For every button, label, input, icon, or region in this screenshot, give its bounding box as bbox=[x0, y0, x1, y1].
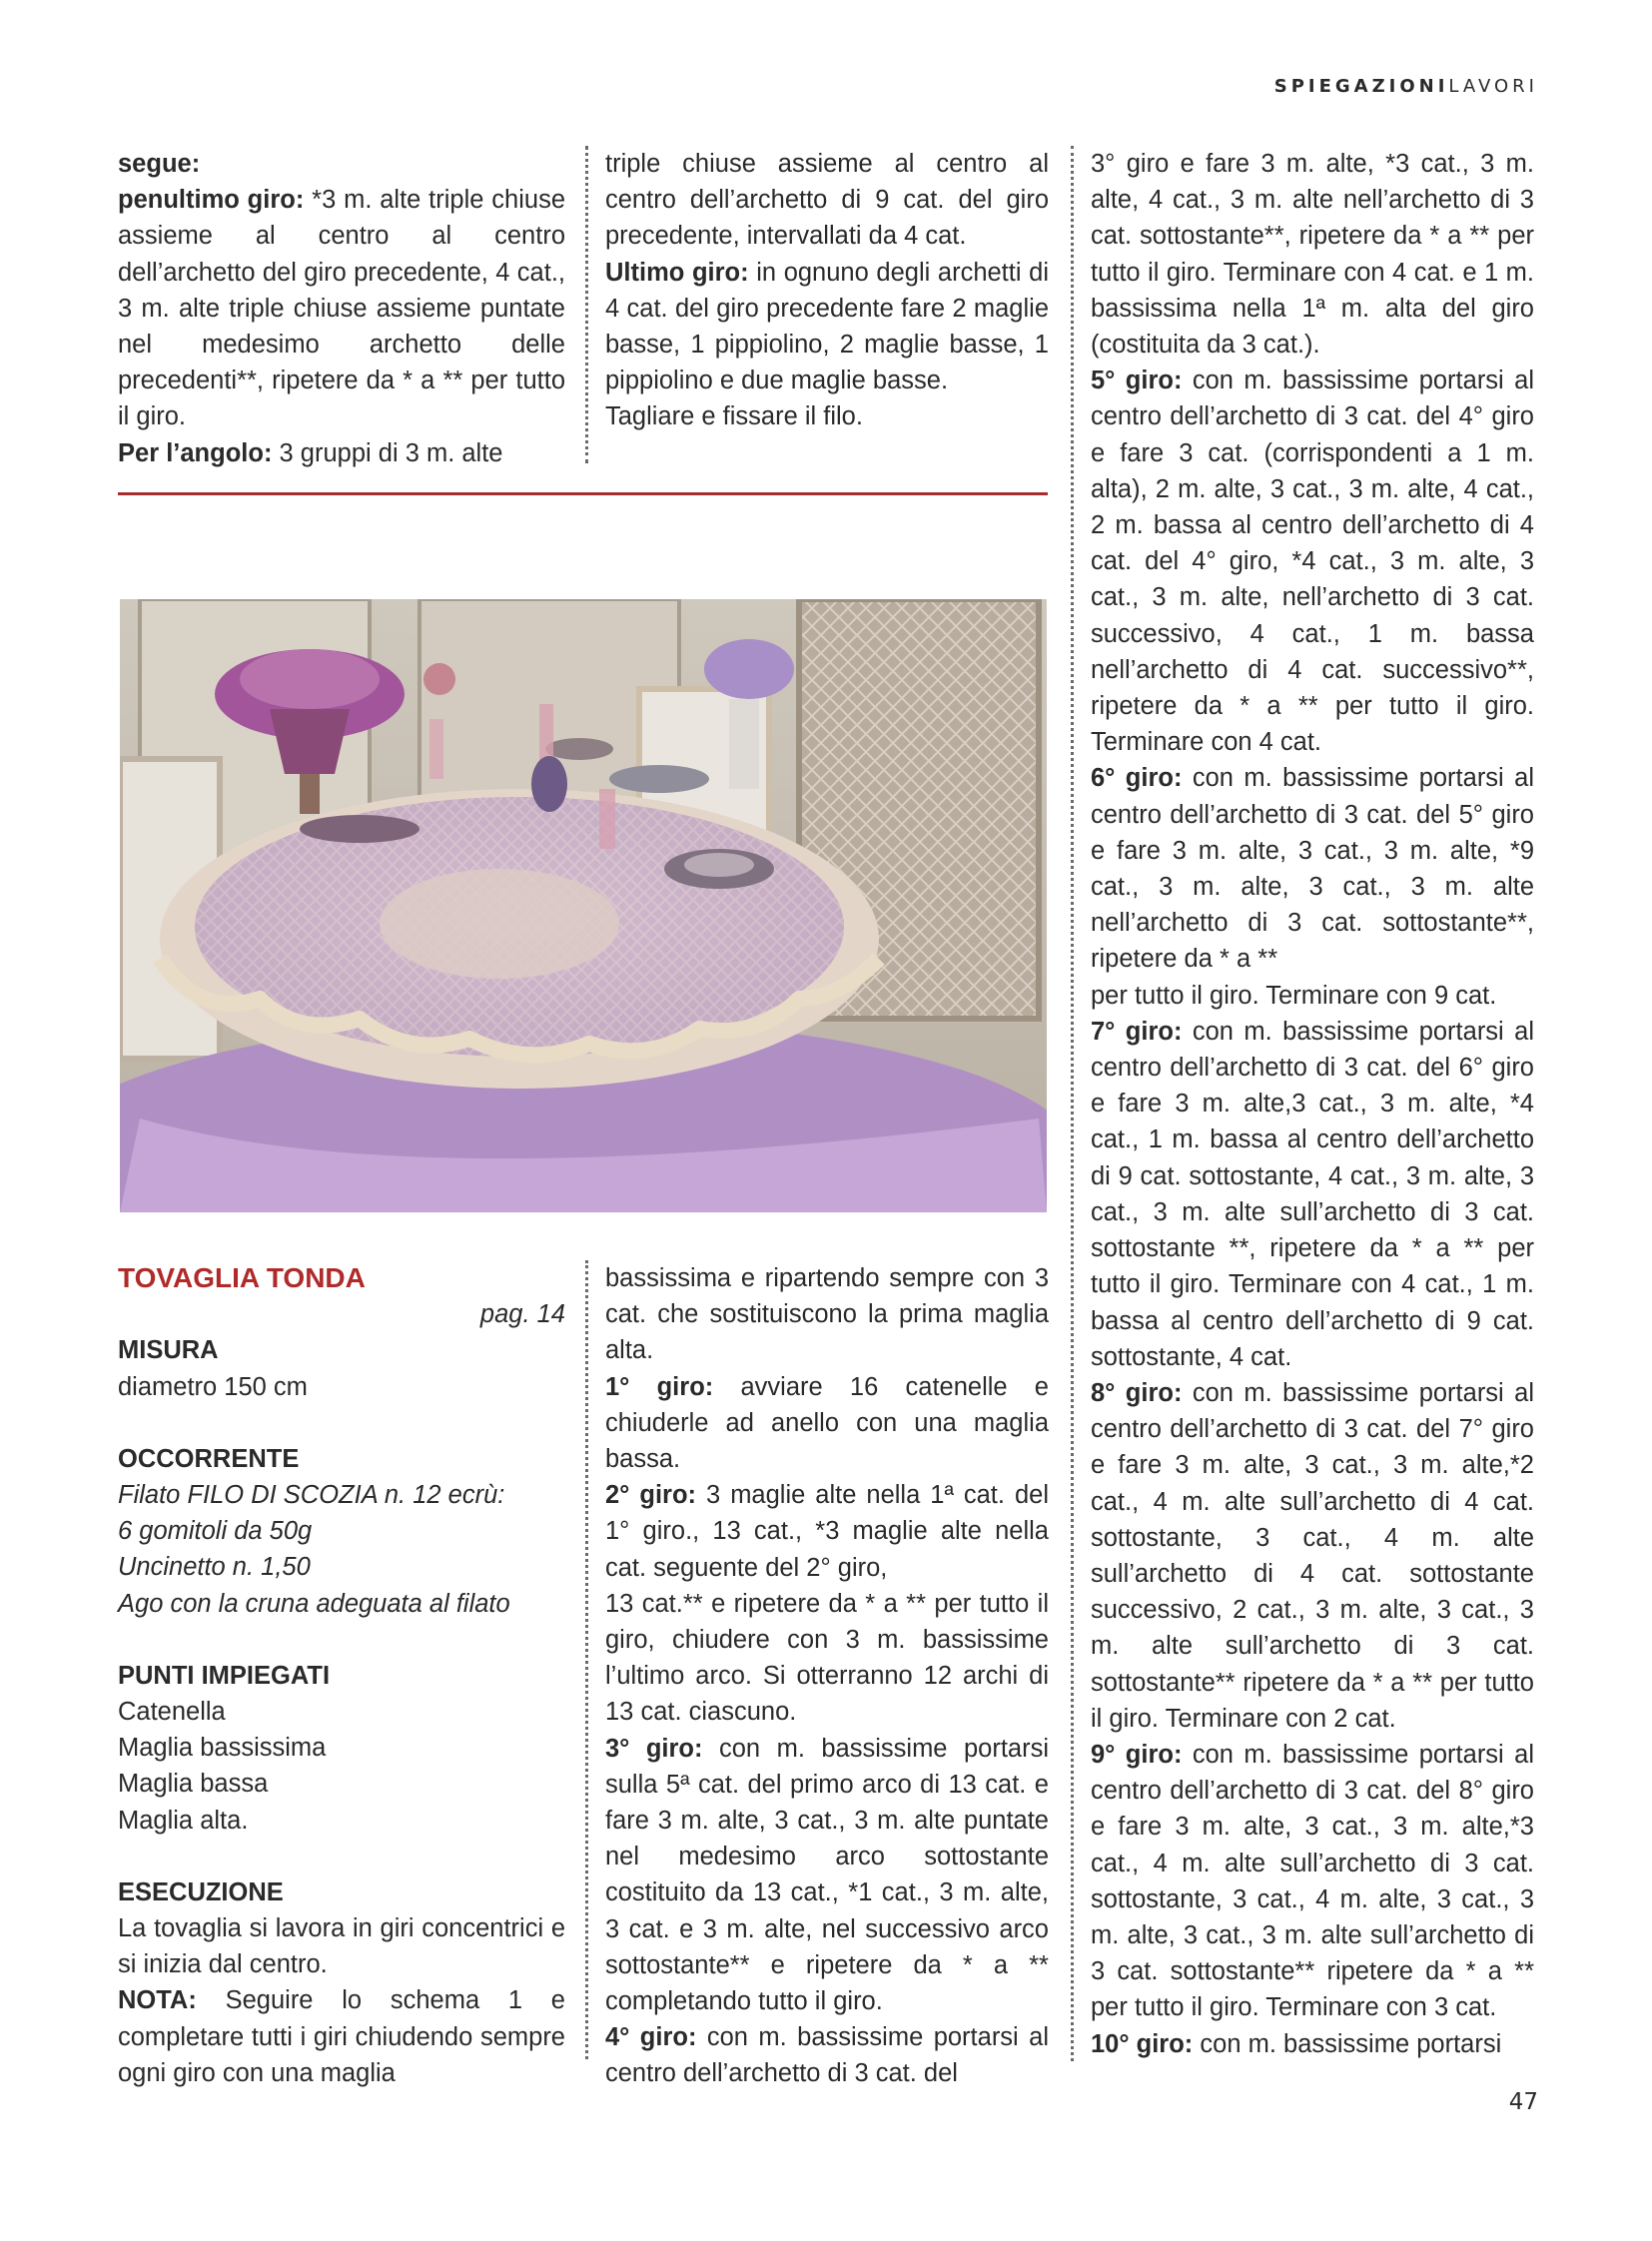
giro-1-label: 1° giro: bbox=[605, 1372, 714, 1401]
right-intro: 3° giro e fare 3 m. alte, *3 cat., 3 m. alte, 4 cat., 3 m. alte nell’archetto di 3 cat. sottostante**, ripetere da * a ** per tutto il giro. Terminare con 4 cat. e 1 m. bassissima nella 1ª m. alta del giro (costituita da 3 cat.). bbox=[1091, 150, 1534, 360]
tablecloth-illustration bbox=[120, 599, 1047, 1212]
middle-column bbox=[605, 1260, 1049, 2092]
occorrente-item: Uncinetto n. 1,50 bbox=[118, 1553, 311, 1582]
nota-paragraph bbox=[118, 1982, 565, 2091]
punti-item: Maglia alta. bbox=[118, 1806, 249, 1835]
misura-value: diametro 150 cm bbox=[118, 1372, 308, 1401]
giro-8-text: con m. bassissime portarsi al centro dell’archetto di 3 cat. del 7° giro e fare 3 m. alte, 3 cat., 3 m. alte,*2 cat., 4 m. alte sull’archetto di 4 cat. sottostante, 3 cat., 4 m. alte sull’archetto di 4 cat. sottostante successivo, 2 cat., 3 m. alte, 3 cat., 3 m. alte sull’archetto di 3 cat. sottostante** ripetere da * a ** per tutto il giro. Terminare con 2 cat. bbox=[1091, 1378, 1534, 1733]
column-divider-top-1 bbox=[585, 146, 588, 463]
giro-9-text: con m. bassissime portarsi al centro dell’archetto di 3 cat. del 8° giro e fare 3 m. alte, 3 cat., 3 m. alte,*3 cat., 4 m. alte sull’archetto di 3 cat. sottostante, 3 cat., 4 m. alte, 3 cat., 3 m. alte, 3 cat., 3 m. alte sull’archetto di 3 cat. sottostante** ripetere da * a ** per tutto il giro. Terminare con 3 cat. bbox=[1091, 1740, 1534, 2022]
giro-9-paragraph bbox=[1091, 1737, 1534, 2026]
occorrente-item: Filato FILO DI SCOZIA n. 12 ecrù: bbox=[118, 1481, 505, 1510]
section-header bbox=[1274, 76, 1538, 97]
giro-7-label: 7° giro: bbox=[1091, 1017, 1183, 1046]
misura-heading: MISURA bbox=[118, 1336, 219, 1365]
angolo-text: 3 gruppi di 3 m. alte bbox=[272, 438, 503, 467]
giro-5-label: 5° giro: bbox=[1091, 367, 1183, 395]
giro-7-paragraph bbox=[1091, 1014, 1534, 1375]
column-divider-2 bbox=[1071, 146, 1074, 2061]
top-left-column bbox=[118, 146, 565, 471]
triple-continuation: triple chiuse assieme al centro al centro dell’archetto di 9 cat. del giro precedente, intervallati da 4 cat. bbox=[605, 150, 1049, 251]
giro-10-text: con m. bassissime portarsi bbox=[1193, 2029, 1502, 2058]
esecuzione-text: La tovaglia si lavora in giri concentrici e si inizia dal centro. bbox=[118, 1914, 565, 1979]
angolo-label: Per l’angolo: bbox=[118, 438, 273, 467]
giro-4-text: con m. bassissime portarsi al centro dell’archetto di 3 cat. del bbox=[605, 2023, 1049, 2088]
giro-5-paragraph bbox=[1091, 363, 1534, 760]
ultimo-giro-paragraph bbox=[605, 255, 1049, 399]
nota-text: Seguire lo schema 1 e completare tutti i giri chiudendo sempre ogni giro con una maglia bbox=[118, 1986, 565, 2087]
section-header-bold: SPIEGAZIONI bbox=[1273, 76, 1449, 97]
top-middle-column bbox=[605, 146, 1049, 435]
giro-1-paragraph bbox=[605, 1369, 1049, 1478]
punti-item: Catenella bbox=[118, 1698, 226, 1727]
giro-10-label: 10° giro: bbox=[1091, 2029, 1194, 2058]
giro-6-text: con m. bassissime portarsi al centro dell’archetto di 3 cat. del 5° giro e fare 3 m. alte, 3 cat., 3 m. alte, *9 cat., 3 m. alte, 3 cat., 3 m. alte nell’archetto di 3 cat. sottostante**, ripetere da * a ** bbox=[1091, 764, 1534, 974]
page-reference: pag. 14 bbox=[479, 1300, 565, 1329]
section-header-rest: LAVORI bbox=[1448, 76, 1538, 97]
giro-9-label: 9° giro: bbox=[1091, 1740, 1183, 1769]
giro-2-label: 2° giro: bbox=[605, 1481, 697, 1510]
segue-label: segue: bbox=[118, 150, 201, 178]
angolo-paragraph bbox=[118, 435, 565, 471]
giro-6-label: 6° giro: bbox=[1091, 764, 1183, 793]
occorrente-item: Ago con la cruna adeguata al filato bbox=[118, 1589, 510, 1618]
left-column bbox=[118, 1260, 565, 2091]
penultimo-giro-label: penultimo giro: bbox=[118, 186, 305, 215]
punti-item: Maglia bassissima bbox=[118, 1734, 327, 1763]
giro-4-label: 4° giro: bbox=[605, 2023, 697, 2052]
giro-4-paragraph bbox=[605, 2019, 1049, 2091]
occorrente-item: 6 gomitoli da 50g bbox=[118, 1517, 313, 1546]
column-divider-lower-1 bbox=[585, 1260, 588, 2059]
page-number: 47 bbox=[1508, 2089, 1538, 2115]
ultimo-giro-label: Ultimo giro: bbox=[605, 258, 749, 287]
giro-3-text: con m. bassissime portarsi sulla 5ª cat. del primo arco di 13 cat. e fare 3 m. alte, 3 cat., 3 m. alte puntate nel medesimo arco sottostante costituito da 13 cat., *1 cat., 3 m. alte, 3 cat. e 3 m. alte, nel successivo arco sottostante** e ripetere da * a ** completando tutto il giro. bbox=[605, 1734, 1049, 2016]
occorrente-heading: OCCORRENTE bbox=[118, 1444, 300, 1473]
giro-3-paragraph bbox=[605, 1731, 1049, 2020]
ultimo-giro-text: in ognuno degli archetti di 4 cat. del giro precedente fare 2 maglie basse, 1 pippiolino, 2 maglie basse, 1 pippiolino e due maglie basse. bbox=[605, 258, 1049, 395]
esecuzione-heading: ESECUZIONE bbox=[118, 1877, 284, 1906]
punti-heading: PUNTI IMPIEGATI bbox=[118, 1661, 331, 1690]
giro-10-paragraph bbox=[1091, 2026, 1534, 2062]
giro-2-paragraph bbox=[605, 1477, 1049, 1586]
right-column bbox=[1091, 146, 1534, 2062]
section-rule bbox=[118, 492, 1048, 495]
giro-5-text: con m. bassissime portarsi al centro dell’archetto di 3 cat. del 4° giro e fare 3 cat. (corrispondenti a 1 m. alta), 2 m. alte, 3 cat., 3 m. alte, 4 cat., 2 m. bassa al centro dell’archetto di 4 cat. del 4° giro, *4 cat., 3 m. alte, 3 cat., 3 m. alte, nell’archetto di 3 cat. successivo, 4 cat., 1 m. bassa nell’archetto di 4 cat. successivo**, ripetere da * a ** per tutto il giro. Terminare con 4 cat. bbox=[1091, 367, 1534, 757]
nota-label: NOTA: bbox=[118, 1986, 197, 2015]
giro-7-text: con m. bassissime portarsi al centro dell’archetto di 3 cat. del 6° giro e fare 3 m. alte,3 cat., 3 m. alte, *4 cat., 1 m. bassa al centro dell’archetto di 9 cat. sottostante, 4 cat., 3 m. alte, 3 cat., 3 m. alte sull’archetto di 3 cat. sottostante **, ripetere da * a ** per tutto il giro. Terminare con 4 cat., 1 m. bassa al centro dell’archetto di 9 cat. sottostante, 4 cat. bbox=[1091, 1017, 1534, 1371]
giro-8-paragraph bbox=[1091, 1375, 1534, 1737]
tagliare-text: Tagliare e fissare il filo. bbox=[605, 402, 863, 431]
pattern-title: TOVAGLIA TONDA bbox=[118, 1262, 366, 1293]
middle-intro: bassissima e ripartendo sempre con 3 cat. che sostituiscono la prima maglia alta. bbox=[605, 1264, 1049, 1365]
giro-1-text: avviare 16 catenelle e chiuderle ad anello con una maglia bassa. bbox=[605, 1372, 1049, 1474]
tablecloth-photo bbox=[120, 599, 1047, 1212]
giro-2-text: 3 maglie alte nella 1ª cat. del 1° giro., 13 cat., *3 maglie alte nella cat. seguente del 2° giro, bbox=[605, 1481, 1049, 1582]
giro-8-label: 8° giro: bbox=[1091, 1378, 1183, 1407]
giro-6-continuation: per tutto il giro. Terminare con 9 cat. bbox=[1091, 981, 1497, 1010]
penultimo-giro-paragraph bbox=[118, 182, 565, 434]
punti-item: Maglia bassa bbox=[118, 1770, 269, 1799]
penultimo-giro-text: *3 m. alte triple chiuse assieme al centro al centro dell’archetto del giro precedente, 4 cat., 3 m. alte triple chiuse assieme puntate nel medesimo archetto delle precedenti**, ripetere da * a ** per tutto il giro. bbox=[118, 186, 566, 431]
giro-3-label: 3° giro: bbox=[605, 1734, 703, 1763]
giro-2-continuation: 13 cat.** e ripetere da * a ** per tutto il giro, chiudere con 3 m. bassissime l’ultimo arco. Si otterranno 12 archi di 13 cat. ciascuno. bbox=[605, 1589, 1049, 1727]
giro-6-paragraph bbox=[1091, 760, 1534, 977]
